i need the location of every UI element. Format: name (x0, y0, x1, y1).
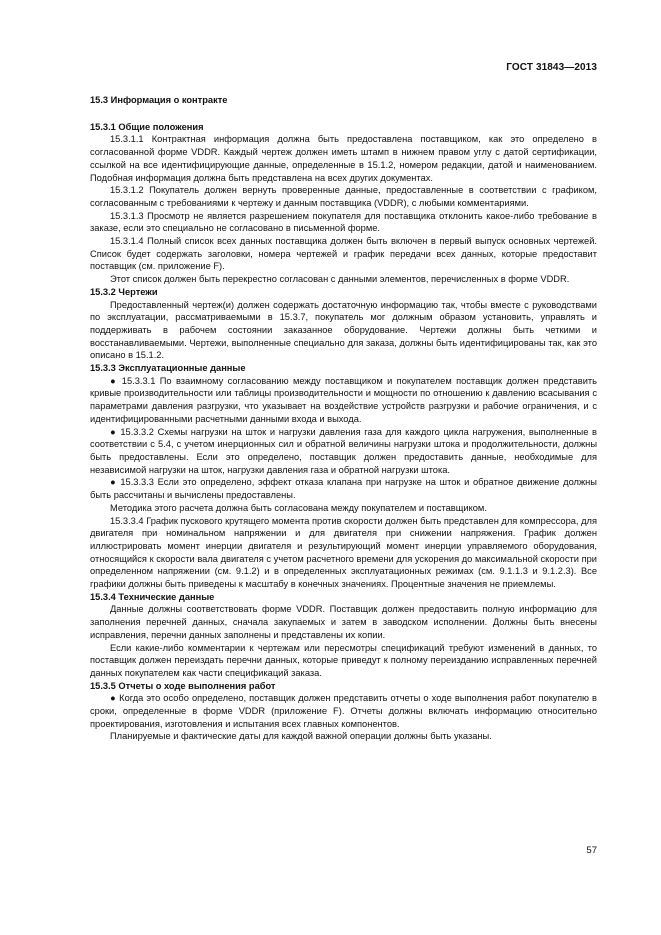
paragraph: ● 15.3.3.3 Если это определено, эффект отказа клапана при нагрузке на шток и обратное движение должны быть рассчитаны и вычислены предоставлены. (90, 477, 597, 501)
paragraph: 15.3.1.3 Просмотр не является разрешением покупателя для поставщика отклонить какое-либо требование в заказе, если это специально не согласовано в письменной форме. (90, 210, 597, 234)
paragraph: ● 15.3.3.2 Схемы нагрузки на шток и нагрузки давления газа для каждого цикла нагружения, выполненные в соответствии с 5.4, с учетом инерционных сил и обратной величины нагрузки штока и продолжительности, должны быть предоставлены. Если это определено, поставщик должен предоставить данные, необходимые для независимой нагрузки на шток, нагрузки давления газа и обратной нагрузки штока. (90, 426, 597, 475)
document-body (90, 94, 597, 743)
subsection-title: 15.3.3 Эксплуатационные данные (90, 363, 246, 374)
paragraph: Если какие-либо комментарии к чертежам или пересмотры спецификаций требуют изменений в данных, то поставщик должен переиздать перечни данных, которые приведут к полному переизданию исправленных перечней данных покупателем как части спецификаций заказа. (90, 642, 597, 678)
paragraph: Предоставленный чертеж(и) должен содержать достаточную информацию так, чтобы вместе с руководствами по эксплуатации, рассматриваемыми в 15.3.7, покупатель мог должным образом установить, управлять и поддерживать в рабочем состоянии заказанное оборудование. Чертежи должны быть четкими и восстанавливаемыми. Чертежи, выполненные специально для заказа, должны быть идентифицированы так, как это описано в 15.1.2. (90, 299, 597, 361)
paragraph: Этот список должен быть перекрестно согласован с данными элементов, перечисленных в форме VDDR. (110, 274, 570, 285)
page-number: 57 (586, 845, 597, 856)
paragraph: Данные должны соответствовать форме VDDR. Поставщик должен предоставить полную информацию для заполнения перечней данных, сначала закупаемых и затем в заводском исполнении. Должны быть внесены исправления, перечни данных заполнены и представлены их копии. (90, 604, 597, 640)
subsection-title: 15.3.5 Отчеты о ходе выполнения работ (90, 680, 276, 691)
paragraph: 15.3.1.1 Контрактная информация должна быть предоставлена поставщиком, как это определено в согласованной форме VDDR. Каждый чертеж должен иметь штамп в нижнем правом углу с датой сертификации, ссылкой на все идентифицирующие данные, определенные в 15.1.2, номером редакции, датой и наименованием. Подобная информация должна быть представлена на всех других документах. (90, 134, 597, 183)
paragraph: 15.3.1.4 Полный список всех данных поставщика должен быть включен в первый выпуск основных чертежей. Список будет содержать заголовки, номера чертежей и график передачи всех данных, которые предоставит поставщик (см. приложение F). (90, 236, 597, 272)
paragraph: ● 15.3.3.1 По взаимному согласованию между поставщиком и покупателем поставщик должен представить кривые производительности или таблицы производительности и мощности по отношению к давлению всасывания с параметрами давления разгрузки, что указывает на воздействие устройств разгрузки и рабочие ограничения, и с идентифицированными расчетными данными входа и выхода. (90, 375, 597, 424)
subsection-title: 15.3.2 Чертежи (90, 286, 158, 297)
subsection-title: 15.3.4 Технические данные (90, 591, 215, 602)
paragraph: 15.3.3.4 График пускового крутящего момента против скорости должен быть представлен для компрессора, для двигателя при номинальном напряжении и для двигателя при снижении напряжения. График должен иллюстрировать момент инерции двигателя и результирующий момент инерции управляемого оборудования, относящийся к скорости вала двигателя с учетом расчетного времени для ускорения до максимальной скорости при определенном напряжении (см. 9.1.2) и в определенных эксплуатационных режимах (см. 9.1.1.3 и 9.1.2.3). Все графики должны быть приведены к масштабу в конечных значениях. Процентные значения не приемлемы. (90, 515, 597, 590)
subsection-title: 15.3.1 Общие положения (90, 121, 204, 132)
paragraph: Планируемые и фактические даты для каждой важной операции должны быть указаны. (110, 731, 492, 742)
paragraph: Методика этого расчета должна быть согласована между покупателем и поставщиком. (110, 502, 487, 513)
standard-header: ГОСТ 31843—2013 (506, 62, 597, 73)
paragraph: 15.3.1.2 Покупатель должен вернуть проверенные данные, предоставленные в соответствии с графиком, согласованным с требованиями к чертежу и данным поставщика (VDDR), с любыми комментариями. (90, 185, 597, 208)
section-title: 15.3 Информация о контракте (90, 95, 228, 105)
paragraph: ● Когда это особо определено, поставщик должен представить отчеты о ходе выполнения работ покупателю в сроки, определенные в форме VDDR (приложение F). Отчеты должны включать информацию относительно проектирования, изготовления и испытания всех главных компонентов. (90, 693, 597, 729)
